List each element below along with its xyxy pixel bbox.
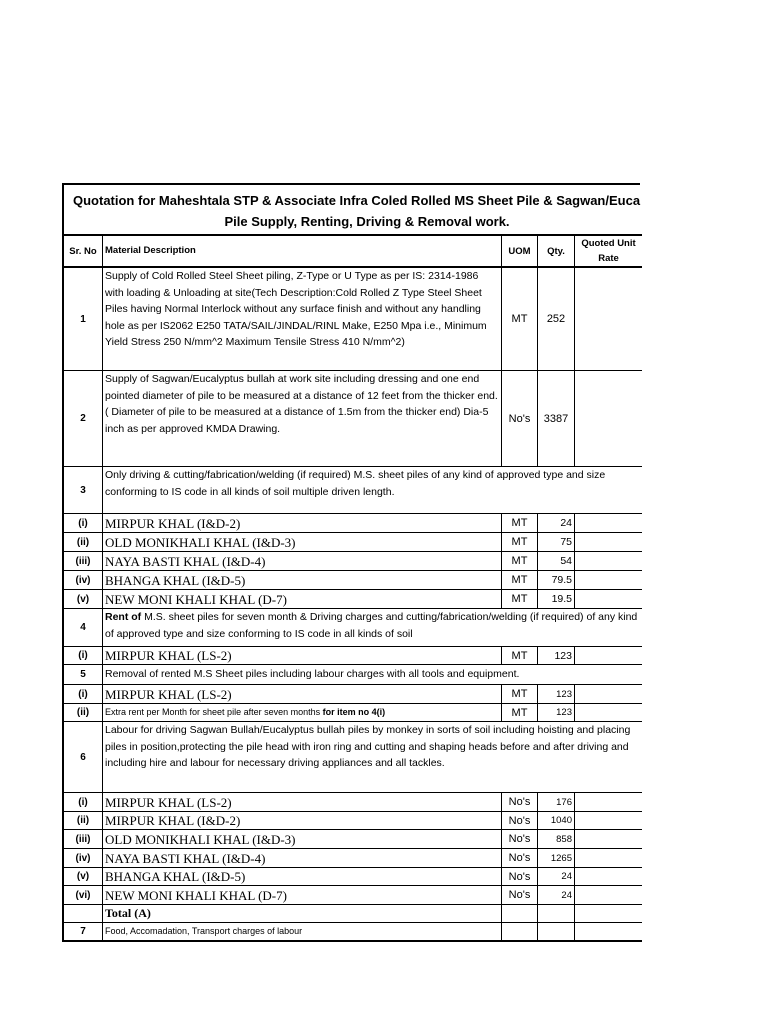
row-description-bold: for item no 4(i)	[322, 707, 386, 718]
row-uom: MT	[502, 571, 538, 590]
row-sr-no: (iv)	[63, 849, 103, 868]
row-sr-no: (v)	[63, 590, 103, 609]
table-row	[63, 371, 642, 467]
title-line-2: Pile Supply, Renting, Driving & Removal work.	[224, 214, 510, 229]
table-row	[63, 793, 642, 812]
table-header-row	[63, 235, 642, 267]
row-description: MIRPUR KHAL (LS-2)	[103, 793, 502, 812]
row-description: MIRPUR KHAL (I&D-2)	[103, 514, 502, 533]
row-rate	[575, 812, 643, 830]
table-row	[63, 849, 642, 868]
row-sr-no: (ii)	[63, 812, 103, 830]
row-description-text: Extra rent per Month for sheet pile after seven months	[105, 707, 323, 718]
row-sr-no: 5	[63, 665, 103, 685]
row-description: Only driving & cutting/fabrication/welding (if required) M.S. sheet piles of any kind of approved type and size conforming to IS code in all kinds of soil multiple driven length.	[103, 467, 643, 514]
row-description: Supply of Sagwan/Eucalyptus bullah at work site including dressing and one end pointed diameter of pile to be measured at a distance of 12 feet from the thicker end. ( Diameter of pile to be measured at a distance of 1.5m from the thicker end) Dia-5 inch as per approved KMDA Drawing.	[103, 371, 502, 467]
row-qty	[538, 923, 575, 941]
row-description: BHANGA KHAL (I&D-5)	[103, 571, 502, 590]
row-qty: 24	[538, 868, 575, 886]
row-sr-no: (iii)	[63, 552, 103, 571]
row-uom: MT	[502, 647, 538, 665]
row-rate	[575, 533, 643, 552]
quotation-table	[62, 234, 642, 267]
table-row	[63, 609, 642, 647]
row-description: Total (A)	[103, 905, 502, 923]
row-qty: 123	[538, 647, 575, 665]
row-description: OLD MONIKHALI KHAL (I&D-3)	[103, 533, 502, 552]
row-qty: 176	[538, 793, 575, 812]
row-uom: No's	[502, 793, 538, 812]
row-uom: No's	[502, 849, 538, 868]
row-sr-no: 1	[63, 268, 103, 371]
table-row	[63, 685, 642, 704]
table-row	[63, 533, 642, 552]
row-rate	[575, 793, 643, 812]
row-qty: 24	[538, 514, 575, 533]
row-rate	[575, 685, 643, 704]
row-sr-no: (v)	[63, 868, 103, 886]
row-uom	[502, 923, 538, 941]
row-uom: No's	[502, 371, 538, 467]
row-rate	[575, 514, 643, 533]
row-description: MIRPUR KHAL (LS-2)	[103, 647, 502, 665]
row-rate	[575, 849, 643, 868]
row-uom: No's	[502, 868, 538, 886]
row-description: OLD MONIKHALI KHAL (I&D-3)	[103, 830, 502, 849]
row-qty: 123	[538, 704, 575, 722]
row-description: BHANGA KHAL (I&D-5)	[103, 868, 502, 886]
row-description-bold: Rent of	[105, 611, 142, 623]
row-description: Food, Accomadation, Transport charges of labour	[103, 923, 502, 941]
row-sr-no: (ii)	[63, 533, 103, 552]
row-sr-no	[63, 905, 103, 923]
header-description: Material Description	[103, 235, 502, 267]
row-qty	[538, 905, 575, 923]
row-rate	[575, 590, 643, 609]
title-block	[62, 183, 640, 234]
row-description: MIRPUR KHAL (LS-2)	[103, 685, 502, 704]
row-sr-no: (i)	[63, 514, 103, 533]
table-row	[63, 665, 642, 685]
row-qty: 3387	[538, 371, 575, 467]
row-qty: 123	[538, 685, 575, 704]
row-sr-no: 3	[63, 467, 103, 514]
quotation-body	[62, 267, 642, 942]
row-uom: MT	[502, 514, 538, 533]
row-rate	[575, 552, 643, 571]
row-sr-no: (ii)	[63, 704, 103, 722]
row-description: MIRPUR KHAL (I&D-2)	[103, 812, 502, 830]
row-qty: 79.5	[538, 571, 575, 590]
table-row	[63, 868, 642, 886]
row-uom: MT	[502, 685, 538, 704]
row-sr-no: 7	[63, 923, 103, 941]
row-sr-no: 6	[63, 722, 103, 793]
row-rate	[575, 886, 643, 905]
row-description: Labour for driving Sagwan Bullah/Eucalyptus bullah piles by monkey in sorts of soil including hoisting and placing piles in position,protecting the pile head with iron ring and cutting and shaping heads before and after driving and including hire and labour for necessary driving appliances and all tackles.	[103, 722, 643, 793]
table-row	[63, 590, 642, 609]
title-line-1: Quotation for Maheshtala STP & Associate Infra Coled Rolled MS Sheet Pile & Sagwan/Euca	[73, 193, 641, 208]
row-qty: 1040	[538, 812, 575, 830]
row-sr-no: (i)	[63, 793, 103, 812]
table-row	[63, 704, 642, 722]
row-uom: No's	[502, 812, 538, 830]
row-rate	[575, 571, 643, 590]
table-row	[63, 923, 642, 941]
row-rate	[575, 868, 643, 886]
table-row	[63, 552, 642, 571]
row-rate	[575, 268, 643, 371]
table-row	[63, 647, 642, 665]
row-qty: 75	[538, 533, 575, 552]
row-qty: 858	[538, 830, 575, 849]
table-row	[63, 268, 642, 371]
row-description: Removal of rented M.S Sheet piles including labour charges with all tools and equipment.	[103, 665, 643, 685]
row-uom: No's	[502, 830, 538, 849]
table-row	[63, 830, 642, 849]
row-sr-no: (i)	[63, 685, 103, 704]
row-description	[103, 704, 502, 722]
row-uom: MT	[502, 552, 538, 571]
row-qty: 19.5	[538, 590, 575, 609]
row-sr-no: (vi)	[63, 886, 103, 905]
row-qty: 1265	[538, 849, 575, 868]
row-description: NEW MONI KHALI KHAL (D-7)	[103, 886, 502, 905]
row-description: NAYA BASTI KHAL (I&D-4)	[103, 552, 502, 571]
row-sr-no: (i)	[63, 647, 103, 665]
row-sr-no: 2	[63, 371, 103, 467]
quotation-sheet	[62, 183, 640, 942]
table-row	[63, 722, 642, 793]
row-description	[103, 609, 643, 647]
row-rate	[575, 647, 643, 665]
row-rate	[575, 923, 643, 941]
table-row	[63, 812, 642, 830]
table-row	[63, 514, 642, 533]
row-uom	[502, 905, 538, 923]
row-rate	[575, 371, 643, 467]
row-sr-no: (iv)	[63, 571, 103, 590]
table-row	[63, 467, 642, 514]
table-row	[63, 905, 642, 923]
row-rate	[575, 704, 643, 722]
header-rate: Quoted Unit Rate	[575, 235, 643, 267]
row-sr-no: (iii)	[63, 830, 103, 849]
table-row	[63, 571, 642, 590]
row-description-text: M.S. sheet piles for seven month & Driving charges and cutting/fabrication/welding (if required) of any kind of approved type and size conforming to IS code in all kinds of soil	[105, 611, 638, 640]
header-uom: UOM	[502, 235, 538, 267]
row-description: Supply of Cold Rolled Steel Sheet piling, Z-Type or U Type as per IS: 2314-1986 with loading & Unloading at site(Tech Description:Cold Rolled Z Type Steel Sheet Piles having Normal Interlock without any surface finish and without any handling hole as per IS2062 E250 TATA/SAIL/JINDAL/RINL Make, E250 Mpa i.e., Minimum Yield Stress 250 N/mm^2 Maximum Tensile Stress 410 N/mm^2)	[103, 268, 502, 371]
row-uom: MT	[502, 533, 538, 552]
row-rate	[575, 905, 643, 923]
header-sr-no: Sr. No	[63, 235, 103, 267]
row-uom: MT	[502, 704, 538, 722]
row-qty: 24	[538, 886, 575, 905]
row-uom: MT	[502, 268, 538, 371]
header-qty: Qty.	[538, 235, 575, 267]
row-rate	[575, 830, 643, 849]
row-uom: No's	[502, 886, 538, 905]
row-sr-no: 4	[63, 609, 103, 647]
row-qty: 54	[538, 552, 575, 571]
row-description: NAYA BASTI KHAL (I&D-4)	[103, 849, 502, 868]
table-row	[63, 886, 642, 905]
row-qty: 252	[538, 268, 575, 371]
row-description: NEW MONI KHALI KHAL (D-7)	[103, 590, 502, 609]
row-uom: MT	[502, 590, 538, 609]
